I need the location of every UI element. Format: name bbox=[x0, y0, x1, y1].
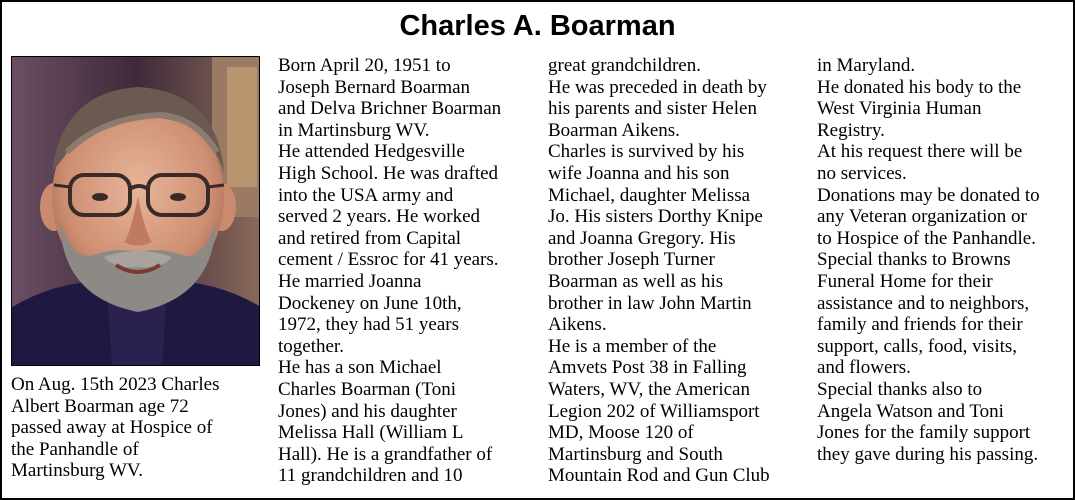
portrait-photo bbox=[11, 56, 260, 366]
page-title: Charles A. Boarman bbox=[399, 10, 676, 42]
obituary-column-1: Born April 20, 1951 to Joseph Bernard Boarman and Delva Brichner Boarman in Martinsburg WV. He attended Hedgesville High School. He was drafted into the USA army and served 2 years. He worked and retired from Capital cement / Essroc for 41 years. He married Joanna Dockeney on June 10th, 1972, they had 51 years together. He has a son Michael Charles Boarman (Toni Jones) and his daughter Melissa Hall (William L Hall). He is a grandfather of 11 grandchildren and 10 bbox=[278, 55, 502, 487]
photo-caption: On Aug. 15th 2023 Charles Albert Boarman age 72 passed away at Hospice of the Panhandle of Martinsburg WV. bbox=[11, 374, 220, 482]
obituary-column-3: in Maryland. He donated his body to the West Virginia Human Registry. At his request there will be no services. Donations may be donated to any Veteran organization or to Hospice of the Panhandle. Special thanks to Browns Funeral Home for their assistance and to neighbors, family and friends for their support, calls, food, visits, and flowers. Special thanks also to Angela Watson and Toni Jones for the family support they gave during his passing. bbox=[817, 55, 1040, 465]
portrait-image bbox=[12, 57, 260, 366]
obituary-column-2: great grandchildren. He was preceded in death by his parents and sister Helen Boarman Aikens. Charles is survived by his wife Joanna and his son Michael, daughter Melissa Jo. His sisters Dorthy Knipe and Joanna Gregory. His brother Joseph Turner Boarman as well as his brother in law John Martin Aikens. He is a member of the Amvets Post 38 in Falling Waters, WV, the American Legion 202 of Williamsport MD, Moose 120 of Martinsburg and South Mountain Rod and Gun Club bbox=[548, 55, 770, 487]
